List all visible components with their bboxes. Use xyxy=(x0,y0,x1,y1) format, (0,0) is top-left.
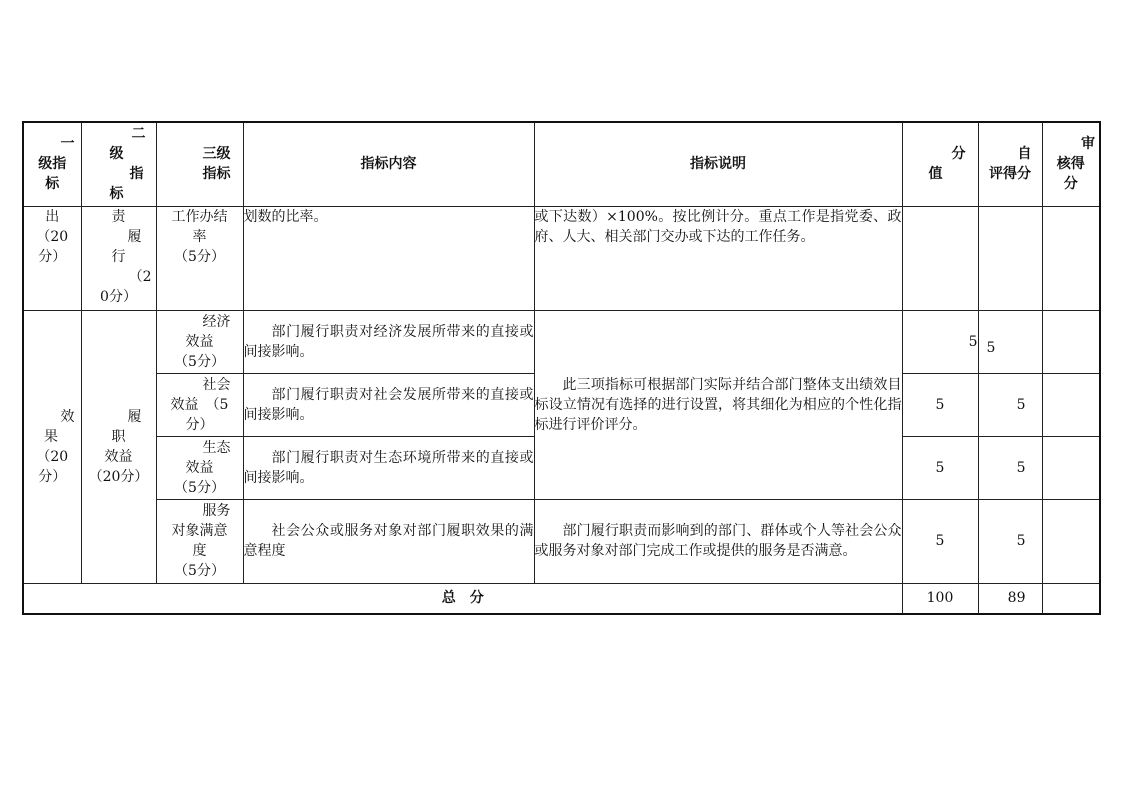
level3-cell xyxy=(156,436,243,499)
self-score-cell: 5 xyxy=(978,436,1042,499)
content-cell: 社会公众或服务对象对部门履职效果的满意程度 xyxy=(243,499,534,583)
audit-score-cell xyxy=(1042,310,1100,373)
level1-line: 出 xyxy=(45,208,60,225)
level2-line: 效益 xyxy=(104,448,133,465)
content-cell: 部门履行职责对社会发展所带来的直接或间接影响。 xyxy=(243,373,534,436)
level2-cell xyxy=(81,310,156,583)
total-audit-score xyxy=(1042,583,1100,614)
header-audit-score xyxy=(1042,122,1100,206)
table-row xyxy=(23,310,1100,373)
table-row xyxy=(23,499,1100,583)
score-cell: 5 xyxy=(902,436,978,499)
audit-score-cell xyxy=(1042,436,1100,499)
header-level2 xyxy=(81,122,156,206)
level3-line: （5分） xyxy=(174,248,225,265)
level3-line: （5分） xyxy=(174,563,225,579)
header-level1-line: 标 xyxy=(45,176,60,193)
level1-line: （20 xyxy=(36,228,69,245)
score-cell: 5 xyxy=(902,373,978,436)
level3-line: 度 xyxy=(192,543,207,559)
audit-score-cell xyxy=(1042,499,1100,583)
header-score-line: 值 xyxy=(928,166,943,183)
level2-line: （2 xyxy=(128,268,152,285)
self-score-cell: 5 xyxy=(978,373,1042,436)
header-level1-line: 一 xyxy=(60,136,75,153)
header-audit-line: 审 xyxy=(1081,136,1095,153)
level2-line: 行 xyxy=(111,248,126,265)
score-cell: 5 xyxy=(902,499,978,583)
header-level3-line: 三级 xyxy=(202,146,231,163)
header-level3-line: 指标 xyxy=(202,166,231,183)
evaluation-table xyxy=(22,121,1101,615)
header-score xyxy=(902,122,978,206)
total-label: 总 分 xyxy=(23,583,902,614)
level3-line: 服务 xyxy=(202,503,231,519)
level2-line: 责 xyxy=(111,208,126,225)
description-cell: 或下达数）×100%。按比例计分。重点工作是指党委、政府、人大、相关部门交办或下达的工作任务。 xyxy=(534,206,902,310)
level3-line: 效益 xyxy=(185,459,214,476)
content-cell: 划数的比率。 xyxy=(243,206,534,310)
header-content: 指标内容 xyxy=(243,122,534,206)
header-self-line: 自 xyxy=(1017,146,1032,163)
level2-line: 职 xyxy=(111,428,126,445)
level3-cell xyxy=(156,499,243,583)
self-score-cell: 5 xyxy=(978,499,1042,583)
level1-line: 分） xyxy=(38,468,67,485)
header-level1 xyxy=(23,122,81,206)
shared-description-cell: 此三项指标可根据部门实际并结合部门整体支出绩效目标设立情况有选择的进行设置，将其细化为相应的个性化指标进行评价评分。 xyxy=(534,310,902,499)
level3-line: 生态 xyxy=(202,439,231,456)
level3-line: 对象满意 xyxy=(171,523,228,539)
level2-line: 履 xyxy=(127,408,142,425)
total-score: 100 xyxy=(902,583,978,614)
level3-line: 经济 xyxy=(202,313,231,330)
level2-line: 履 xyxy=(127,228,142,245)
level1-cell xyxy=(23,310,81,583)
level3-cell xyxy=(156,206,243,310)
level1-line: 分） xyxy=(38,248,67,265)
level3-line: 工作办结 xyxy=(171,208,228,225)
level2-line: 0分） xyxy=(100,288,137,305)
header-description: 指标说明 xyxy=(534,122,902,206)
level2-line: （20分） xyxy=(88,468,149,485)
header-self-score xyxy=(978,122,1042,206)
score-cell: 5 xyxy=(902,310,978,373)
level3-cell xyxy=(156,310,243,373)
level2-cell xyxy=(81,206,156,310)
level3-line: 分） xyxy=(185,416,214,433)
level1-line: 效 xyxy=(60,408,75,425)
audit-score-cell xyxy=(1042,373,1100,436)
level3-line: 效益 （5 xyxy=(170,396,229,413)
header-level3 xyxy=(156,122,243,206)
score-cell xyxy=(902,206,978,310)
description-cell: 部门履行职责而影响到的部门、群体或个人等社会公众或服务对象对部门完成工作或提供的服务是否满意。 xyxy=(534,499,902,583)
level1-cell xyxy=(23,206,81,310)
header-level2-line: 二 xyxy=(131,126,146,143)
header-level2-line: 级 xyxy=(109,146,124,163)
total-row xyxy=(23,583,1100,614)
level3-line: 社会 xyxy=(202,376,231,393)
content-cell: 部门履行职责对经济发展所带来的直接或间接影响。 xyxy=(243,310,534,373)
header-level2-line: 指 xyxy=(129,166,144,183)
self-score-cell: 5 xyxy=(978,310,1042,373)
content-cell: 部门履行职责对生态环境所带来的直接或间接影响。 xyxy=(243,436,534,499)
audit-score-cell xyxy=(1042,206,1100,310)
header-level2-line: 标 xyxy=(109,186,124,203)
level1-line: 果 xyxy=(44,428,58,445)
header-audit-line: 核得 xyxy=(1056,156,1085,173)
level3-cell xyxy=(156,373,243,436)
header-self-line: 评得分 xyxy=(989,166,1031,183)
level3-line: 效益 xyxy=(185,333,214,350)
total-self-score: 89 xyxy=(978,583,1042,614)
level1-line: （20 xyxy=(36,448,69,465)
header-audit-line: 分 xyxy=(1063,176,1078,193)
level3-line: 率 xyxy=(192,228,207,245)
header-level1-line: 级指 xyxy=(38,156,67,173)
level3-line: （5分） xyxy=(174,479,225,496)
level3-line: （5分） xyxy=(174,353,225,370)
header-row xyxy=(23,122,1100,206)
table-row xyxy=(23,206,1100,310)
header-score-line: 分 xyxy=(951,146,966,163)
self-score-cell xyxy=(978,206,1042,310)
